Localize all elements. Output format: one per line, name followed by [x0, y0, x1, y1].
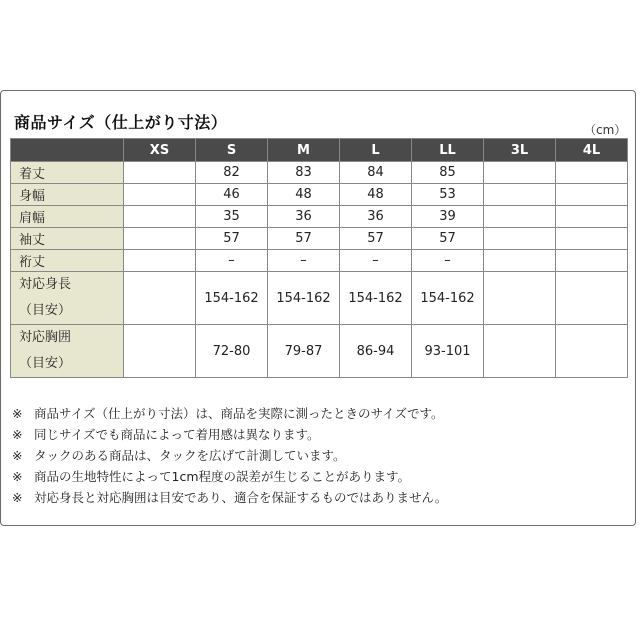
- note-text: 商品の生地特性によって1cm程度の誤差が生じることがあります。: [34, 469, 411, 484]
- table-cell: 83: [268, 162, 340, 184]
- table-cell: [124, 184, 196, 206]
- table-cell: [484, 325, 556, 378]
- row-label: 肩幅: [11, 206, 124, 228]
- table-row: [11, 206, 628, 228]
- table-cell: [124, 228, 196, 250]
- note-item: [12, 424, 447, 445]
- table-header-row: [11, 139, 628, 162]
- table-cell: 57: [268, 228, 340, 250]
- note-mark: ※: [12, 469, 23, 484]
- table-cell: –: [340, 250, 412, 272]
- header-size-l: L: [340, 139, 412, 162]
- table-cell: 39: [412, 206, 484, 228]
- table-cell: 154-162: [412, 272, 484, 325]
- header-size-xs: XS: [124, 139, 196, 162]
- table-cell: 53: [412, 184, 484, 206]
- note-mark: ※: [12, 427, 23, 442]
- table-cell: 36: [268, 206, 340, 228]
- table-cell: 85: [412, 162, 484, 184]
- header-size-3l: 3L: [484, 139, 556, 162]
- table-cell: 84: [340, 162, 412, 184]
- note-text: 商品サイズ（仕上がり寸法）は、商品を実際に測ったときのサイズです。: [34, 406, 444, 421]
- table-cell: [484, 184, 556, 206]
- row-label: 着丈: [11, 162, 124, 184]
- table-cell: [484, 272, 556, 325]
- table-cell: [124, 325, 196, 378]
- row-label-line: （目安）: [19, 303, 72, 318]
- table-row: [11, 228, 628, 250]
- table-row: [11, 272, 628, 325]
- table-cell: 154-162: [340, 272, 412, 325]
- table-cell: [124, 206, 196, 228]
- table-cell: [124, 250, 196, 272]
- table-cell: [556, 162, 628, 184]
- table-cell: [556, 184, 628, 206]
- row-label-line: （目安）: [19, 356, 72, 371]
- table-cell: [556, 325, 628, 378]
- table-cell: 57: [412, 228, 484, 250]
- table-row: [11, 325, 628, 378]
- note-item: [12, 403, 447, 424]
- table-cell: 48: [268, 184, 340, 206]
- table-cell: [484, 162, 556, 184]
- note-mark: ※: [12, 406, 23, 421]
- note-item: [12, 466, 447, 487]
- header-size-ll: LL: [412, 139, 484, 162]
- note-text: 同じサイズでも商品によって着用感は異なります。: [34, 427, 320, 442]
- note-mark: ※: [12, 490, 23, 505]
- table-cell: [484, 206, 556, 228]
- table-cell: 154-162: [268, 272, 340, 325]
- row-label: 袖丈: [11, 228, 124, 250]
- table-cell: [124, 162, 196, 184]
- table-cell: [484, 228, 556, 250]
- table-row: [11, 250, 628, 272]
- unit-label: （cm）: [584, 123, 627, 137]
- header-size-4l: 4L: [556, 139, 628, 162]
- table-cell: 86-94: [340, 325, 412, 378]
- table-cell: 48: [340, 184, 412, 206]
- row-label: [11, 272, 124, 325]
- table-cell: –: [268, 250, 340, 272]
- table-cell: 57: [196, 228, 268, 250]
- row-label: 裄丈: [11, 250, 124, 272]
- table-cell: 46: [196, 184, 268, 206]
- table-cell: –: [412, 250, 484, 272]
- header-size-s: S: [196, 139, 268, 162]
- note-mark: ※: [12, 448, 23, 463]
- table-cell: 72-80: [196, 325, 268, 378]
- table-cell: [484, 250, 556, 272]
- table-cell: [556, 206, 628, 228]
- table-cell: 154-162: [196, 272, 268, 325]
- note-item: [12, 445, 447, 466]
- table-cell: 93-101: [412, 325, 484, 378]
- table-row: [11, 162, 628, 184]
- size-chart-title: 商品サイズ（仕上がり寸法）: [14, 113, 228, 132]
- table-cell: [556, 272, 628, 325]
- table-cell: 57: [340, 228, 412, 250]
- note-text: タックのある商品は、タックを広げて計測しています。: [34, 448, 346, 463]
- table-cell: 82: [196, 162, 268, 184]
- table-cell: 35: [196, 206, 268, 228]
- table-row: [11, 184, 628, 206]
- size-table: [10, 138, 628, 378]
- note-item: [12, 487, 447, 508]
- table-cell: [556, 250, 628, 272]
- table-cell: [556, 228, 628, 250]
- header-corner: [11, 139, 124, 162]
- table-cell: 79-87: [268, 325, 340, 378]
- row-label: 身幅: [11, 184, 124, 206]
- row-label: [11, 325, 124, 378]
- table-cell: [124, 272, 196, 325]
- row-label-line: 対応身長: [19, 277, 72, 292]
- table-cell: –: [196, 250, 268, 272]
- header-size-m: M: [268, 139, 340, 162]
- row-label-line: 対応胸囲: [19, 330, 72, 345]
- table-cell: 36: [340, 206, 412, 228]
- note-text: 対応身長と対応胸囲は目安であり、適合を保証するものではありません。: [34, 490, 448, 505]
- notes-list: [12, 403, 447, 508]
